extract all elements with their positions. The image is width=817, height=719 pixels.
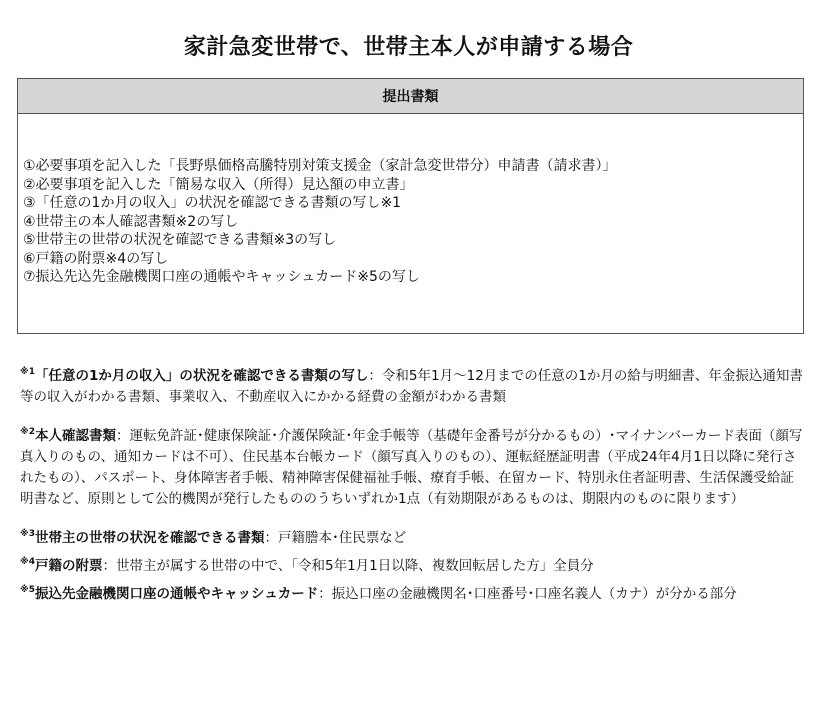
documents-list	[23, 157, 617, 287]
footnote-mark: ※3	[20, 529, 36, 539]
footnote-text: 運転免許証･健康保険証･介護保険証･年金手帳等（基礎年金番号が分かるもの）･マイナンバーカード表面（顔写真入りのもの、通知カードは不可）、住民基本台帳カード（顔写真入りのもの）、運転経歴証明書（平成24年4月1日以降に発行されたもの）、パスポート、身体障害者手帳、精神障害保健福祉手帳、療育手帳、在留カード、特別永住者証明書、生活保護受給証明書など、原則として公的機関が発行したもののうちいずれか1点（有効期限があるものは、期限内のものに限ります）	[20, 428, 803, 507]
footnote-mark: ※4	[20, 557, 36, 567]
footnote-separator: ：	[318, 586, 332, 602]
list-item: ④世帯主の本人確認書類※2の写し	[23, 213, 239, 230]
list-item: ①必要事項を記入した「長野県価格高騰特別対策支援金（家計急変世帯分）申請書（請求書）」	[23, 158, 617, 174]
footnotes	[20, 362, 805, 608]
footnote-separator: ：	[264, 530, 279, 546]
footnote-2	[20, 422, 805, 510]
footnote-1	[20, 362, 805, 408]
footnote-term: 本人確認書類	[35, 428, 117, 444]
list-item: ⑤世帯主の世帯の状況を確認できる書類※3の写し	[23, 232, 337, 248]
footnote-term: 世帯主の世帯の状況を確認できる書類	[35, 530, 265, 546]
submission-documents-table	[17, 78, 804, 334]
footnote-text: 世帯主が属する世帯の中で、「令和5年1月1日以降、複数回転居した方」全員分	[116, 558, 594, 574]
footnote-3	[20, 524, 805, 549]
footnote-term: 「任意の1か月の収入」の状況を確認できる書類の写し	[35, 368, 369, 384]
list-item: ③「任意の1か月の収入」の状況を確認できる書類の写し※1	[23, 195, 402, 211]
footnote-mark: ※2	[20, 427, 36, 437]
footnote-separator: ：	[368, 368, 382, 384]
footnote-text: 戸籍謄本･住民票など	[278, 530, 407, 546]
list-item: ⑦振込先込先金融機関口座の通帳やキャッシュカード※5の写し	[23, 269, 420, 285]
footnote-4	[20, 552, 805, 577]
list-item: ⑥戸籍の附票※4の写し	[23, 250, 169, 267]
footnote-mark: ※5	[20, 585, 36, 595]
footnote-text: 令和5年1月～12月までの任意の1か月の給与明細書、年金振込通知書等の収入がわかる書類、事業収入、不動産収入にかかる経費の金額がわかる書類	[20, 368, 803, 405]
list-item: ②必要事項を記入した「簡易な収入（所得）見込額の申立書」	[23, 176, 414, 193]
footnote-separator: ：	[116, 428, 130, 444]
footnote-term: 振込先金融機関口座の通帳やキャッシュカード	[35, 586, 319, 602]
footnote-mark: ※1	[20, 367, 36, 377]
footnote-separator: ：	[102, 558, 117, 574]
footnote-5	[20, 580, 805, 605]
table-header: 提出書類	[18, 79, 803, 114]
page-title: 家計急変世帯で、世帯主本人が申請する場合	[183, 35, 634, 60]
footnote-text: 振込口座の金融機関名･口座番号･口座名義人（カナ）が分かる部分	[331, 586, 737, 602]
footnote-term: 戸籍の附票	[35, 558, 103, 574]
